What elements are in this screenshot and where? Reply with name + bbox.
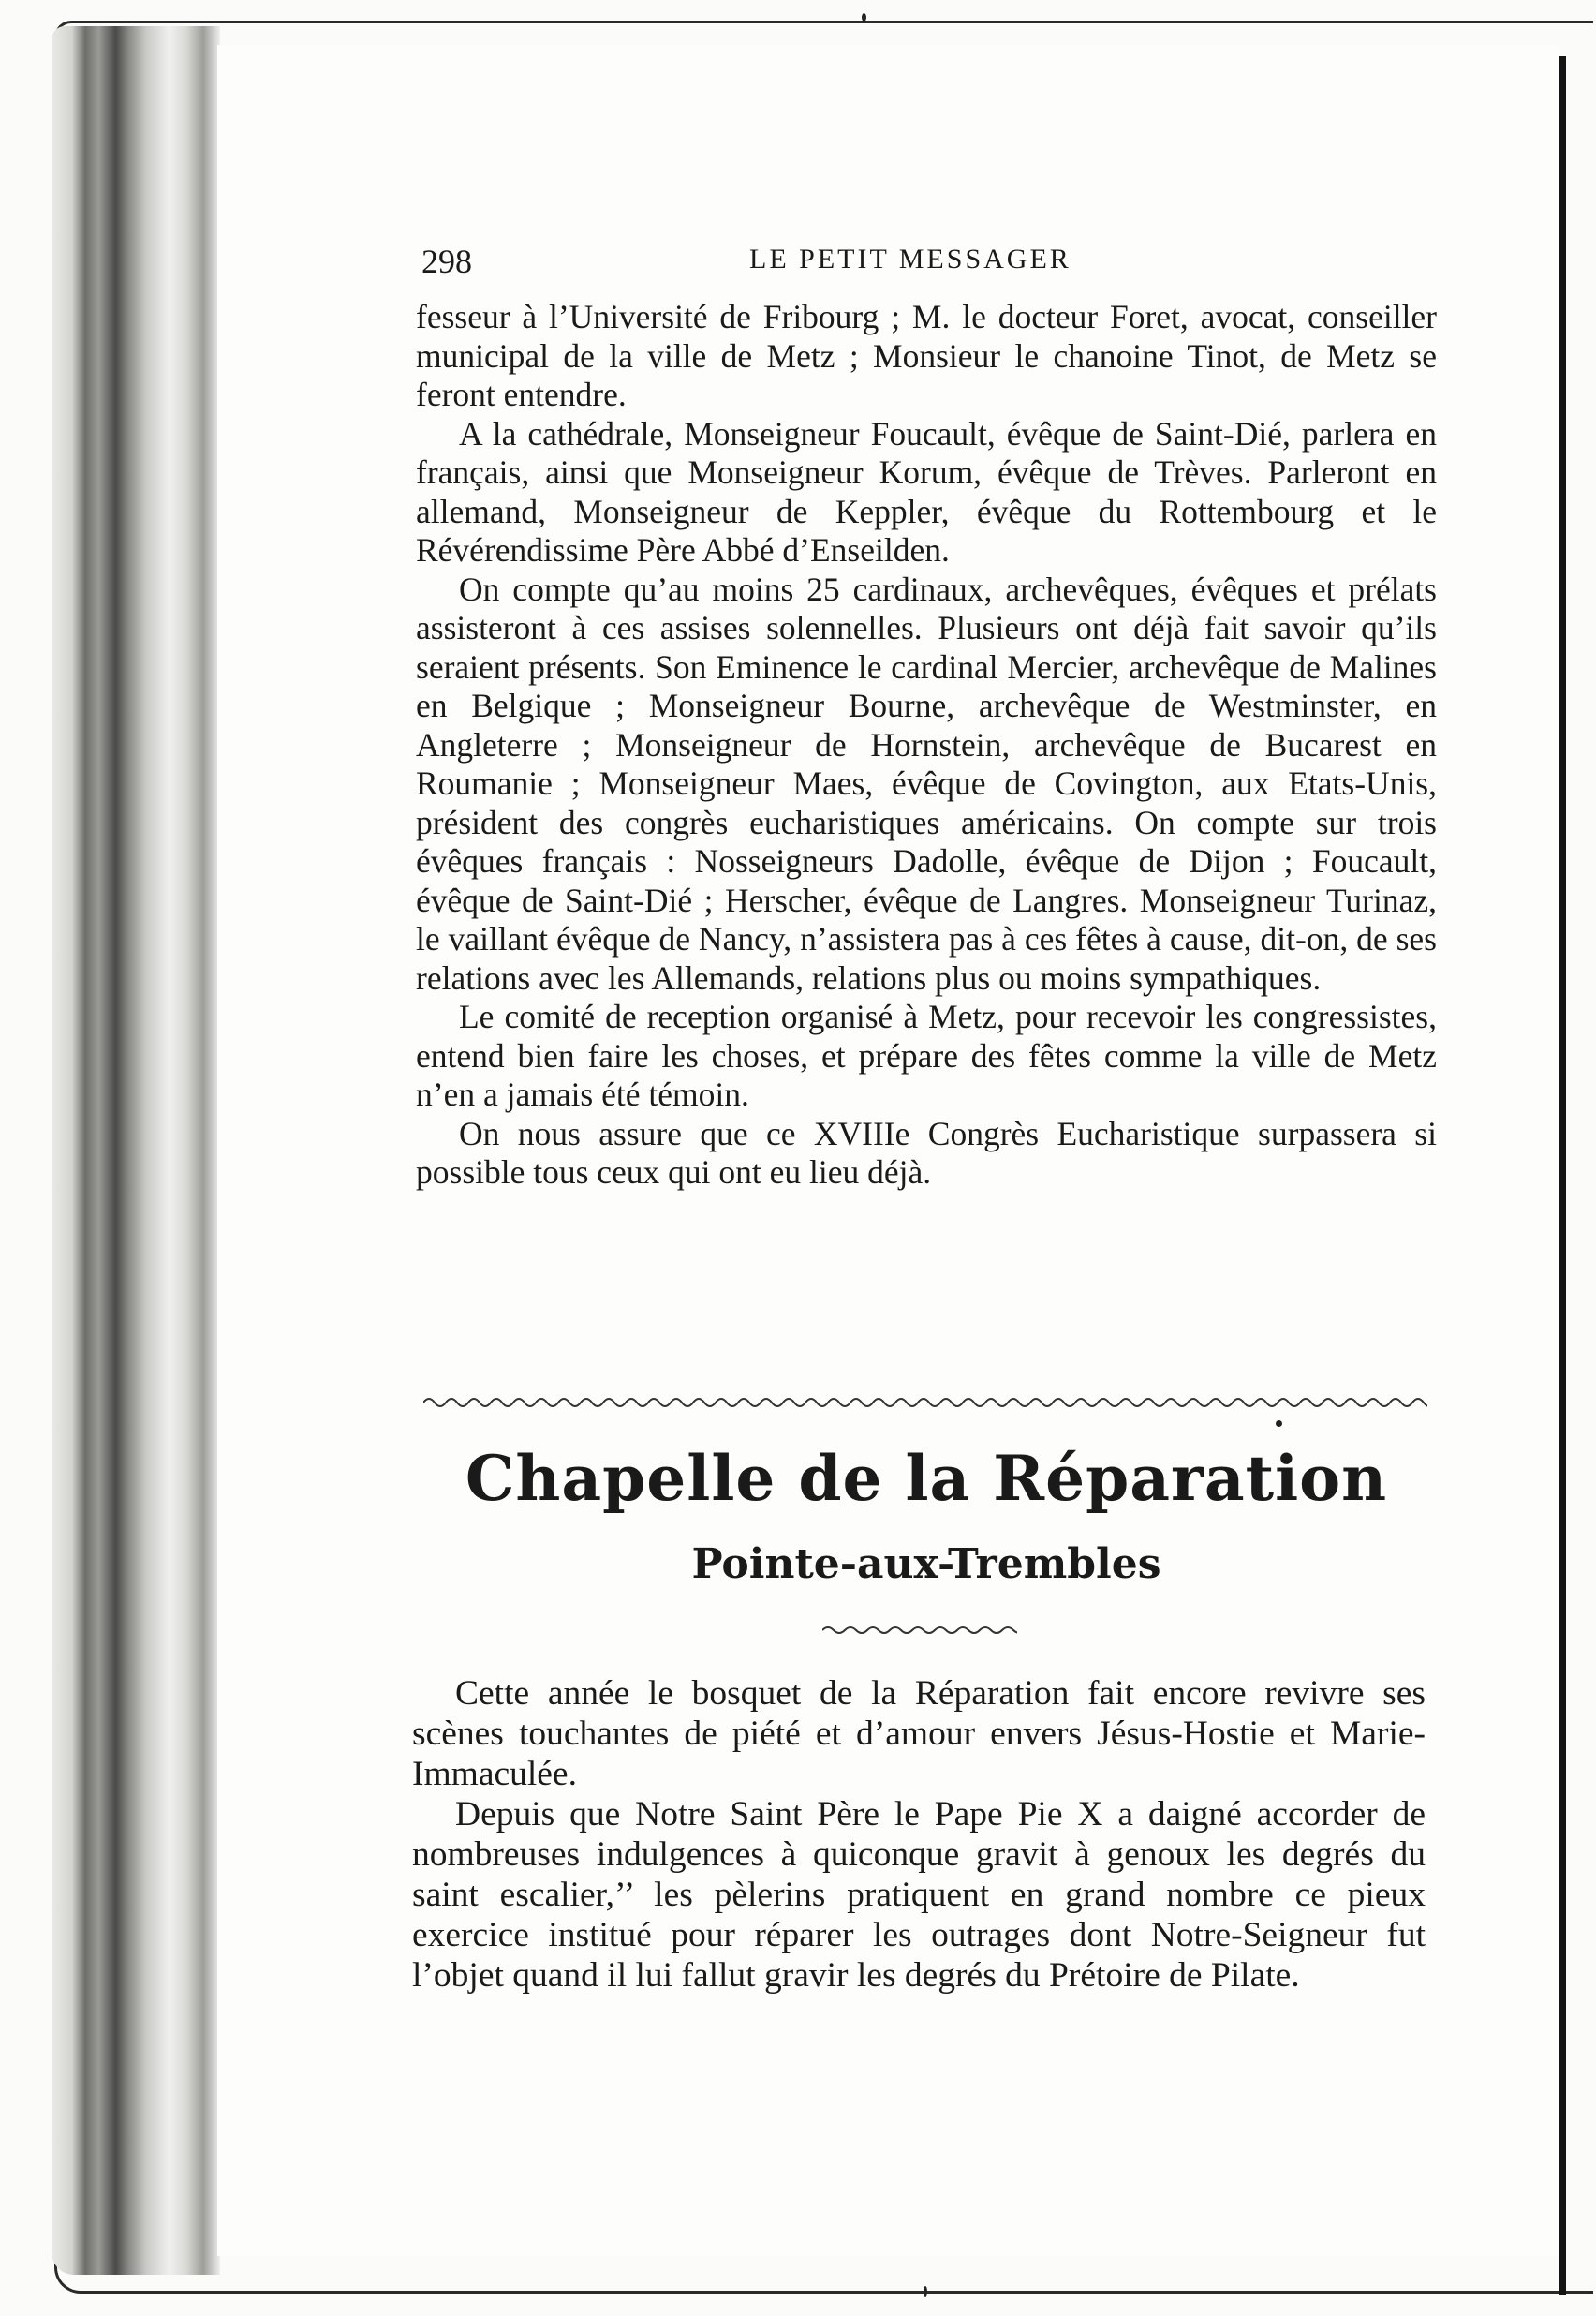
chapter-subtitle: Pointe-aux-Trembles xyxy=(691,1540,1161,1588)
scan-speck xyxy=(1276,1420,1282,1427)
article-1-paragraph: On compte qu’au moins 25 cardinaux, archevêques, évêques et prélats assisteront à ces assises solennelles. Plusieurs ont déjà fait savoir qu’ils seraient présents. Son Eminence le cardinal Mercier, archevêque de Malines en Belgique ; Monseigneur Bourne, archevêque de Westminster, en Angleterre ; Monseigneur de Hornstein, archevêque de Bucarest en Roumanie ; Monseigneur Maes, évêque de Covington, aux Etats-Unis, président des congrès eucharistiques américains. On compte sur trois évêques français : Nosseigneurs Dadolle, évêque de Dijon ; Foucault, évêque de Saint-Dié ; Herscher, évêque de Langres. Monseigneur Turinaz, le vaillant évêque de Nancy, n’assistera pas à ces fêtes à cause, dit-on, de ses relations avec les Allemands, relations plus ou moins sympathiques. xyxy=(416,570,1437,997)
page-right-edge xyxy=(1559,56,1566,2295)
running-title: LE PETIT MESSAGER xyxy=(749,244,1071,275)
article-1-body xyxy=(416,298,1437,1193)
page-header xyxy=(421,242,1433,289)
scan-speck xyxy=(924,2286,927,2297)
article-2-paragraph: Depuis que Notre Saint Père le Pape Pie X a daigné accorder de nombreuses indulgences à quiconque gravit à genoux les degrés du saint escalier,’’ les pèlerins pratiquent en grand nombre ce pieux exercice institué pour réparer les outrages dont Notre-Seigneur fut l’objet quand il lui fallut gravir les degrés du Prétoire de Pilate. xyxy=(412,1795,1426,1995)
article-1-paragraph: A la cathédrale, Monseigneur Foucault, évêque de Saint-Dié, parlera en français, ainsi que Monseigneur Korum, évêque de Trèves. Parleront en allemand, Monseigneur de Keppler, évêque du Rottembourg et le Révérendissime Père Abbé d’Enseilden. xyxy=(416,414,1437,569)
chapter-title-block xyxy=(416,1433,1437,1593)
article-1-paragraph: Le comité de reception organisé à Metz, pour recevoir les congressistes, entend bien faire les choses, et prépare des fêtes comme la ville de Metz n’en a jamais été témoin. xyxy=(416,998,1437,1113)
book-binding-edge xyxy=(52,26,220,2275)
small-wavy-ornament xyxy=(822,1623,1017,1638)
chapter-title: Chapelle de la Réparation xyxy=(465,1442,1388,1515)
article-2-paragraph: Cette année le bosquet de la Réparation fait encore revivre ses scènes touchantes de piété et d’amour envers Jésus-Hostie et Marie-Immaculée. xyxy=(412,1674,1426,1793)
article-2-body xyxy=(412,1673,1426,1996)
article-1-paragraph: On nous assure que ce XVIIIe Congrès Eucharistique surpassera si possible tous ceux qui ont eu lieu déjà. xyxy=(416,1114,1437,1191)
scan-speck xyxy=(862,13,866,22)
page-number: 298 xyxy=(421,243,472,280)
article-1-paragraph: fesseur à l’Université de Fribourg ; M. le docteur Foret, avocat, conseiller municipal de la ville de Metz ; Monsieur le chanoine Tinot, de Metz se feront entendre. xyxy=(416,298,1437,413)
wavy-divider xyxy=(423,1392,1427,1413)
